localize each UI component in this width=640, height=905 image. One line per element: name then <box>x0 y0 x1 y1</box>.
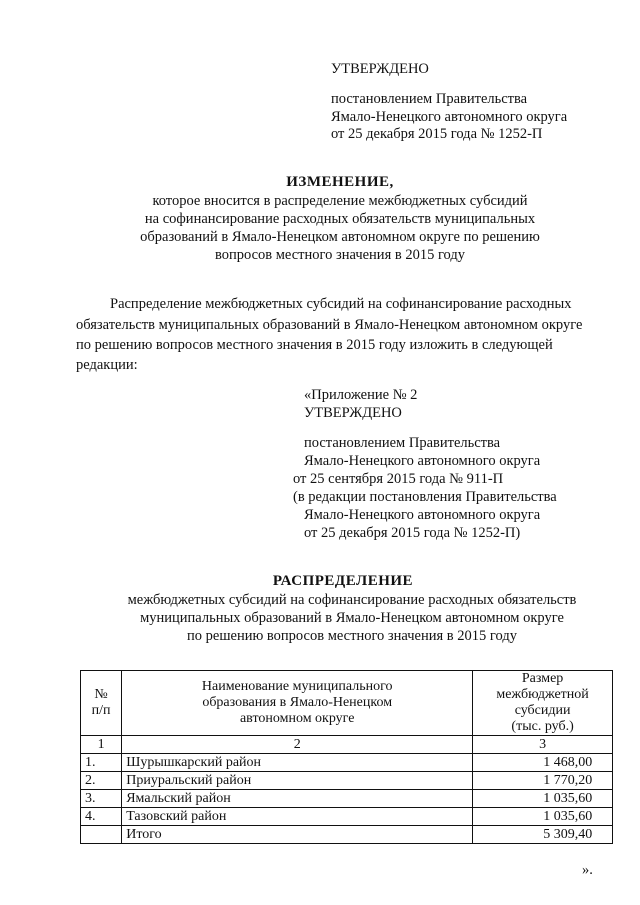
column-number-row <box>81 736 613 754</box>
approval-title: УТВЕРЖДЕНО <box>331 61 429 77</box>
distribution-line: межбюджетных субсидий на софинансирование расходных обязательств <box>127 592 577 608</box>
distribution-line: муниципальных образований в Ямало-Ненецком автономном округе <box>140 610 564 626</box>
body-line: редакции: <box>76 357 138 373</box>
appendix-approval-title: УТВЕРЖДЕНО <box>304 405 402 421</box>
row-amount: 1 035,60 <box>473 808 613 826</box>
total-label: Итого <box>122 826 473 844</box>
distribution-title: РАСПРЕДЕЛЕНИЕ <box>272 573 414 589</box>
table-row <box>81 808 613 826</box>
appendix-approval-line: от 25 сентября 2015 года № 911-П <box>293 471 504 487</box>
row-number: 2. <box>81 772 122 790</box>
header-text: Наименование муниципального <box>201 679 393 694</box>
column-number: 2 <box>122 736 473 754</box>
body-line: обязательств муниципальных образований в Ямало-Ненецком автономном округе <box>76 317 583 333</box>
total-number <box>81 826 122 844</box>
table-row <box>81 754 613 772</box>
change-line: образований в Ямало-Ненецком автономном округе по решению <box>140 229 540 245</box>
total-amount: 5 309,40 <box>473 826 613 844</box>
change-title: ИЗМЕНЕНИЕ, <box>286 174 394 190</box>
distribution-line: по решению вопросов местного значения в 2015 году <box>187 628 517 644</box>
appendix-approval-line: Ямало-Ненецкого автономного округа <box>304 507 541 523</box>
table-row <box>81 772 613 790</box>
row-amount: 1 770,20 <box>473 772 613 790</box>
header-text: автономном округе <box>239 711 355 726</box>
table-row <box>81 790 613 808</box>
body-line: Распределение межбюджетных субсидий на софинансирование расходных <box>110 296 572 312</box>
header-text: (тыс. руб.) <box>511 719 574 734</box>
row-municipality: Ямальский район <box>122 790 473 808</box>
header-text: Размер <box>521 671 564 686</box>
appendix-line: «Приложение № 2 <box>304 387 418 403</box>
appendix-approval-line: (в редакции постановления Правительства <box>293 489 557 505</box>
body-line: по решению вопросов местного значения в 2015 году изложить в следующей <box>76 337 553 353</box>
total-row <box>81 826 613 844</box>
appendix-approval-line: от 25 декабря 2015 года № 1252-П) <box>304 525 521 541</box>
row-number: 4. <box>81 808 122 826</box>
header-number <box>81 671 122 736</box>
column-number: 3 <box>473 736 613 754</box>
row-municipality: Приуральский район <box>122 772 473 790</box>
closing-mark: ». <box>582 862 593 878</box>
appendix-approval-line: постановлением Правительства <box>304 435 501 451</box>
row-municipality: Шурышкарский район <box>122 754 473 772</box>
distribution-table <box>80 670 613 844</box>
appendix-approval-line: Ямало-Ненецкого автономного округа <box>304 453 541 469</box>
header-subsidy <box>473 671 613 736</box>
approval-line: Ямало-Ненецкого автономного округа <box>331 109 568 125</box>
header-municipality <box>122 671 473 736</box>
change-line: которое вносится в распределение межбюджетных субсидий <box>152 193 528 209</box>
header-text: межбюджетной субсидии <box>496 687 589 718</box>
table-header-row <box>81 671 613 736</box>
row-municipality: Тазовский район <box>122 808 473 826</box>
row-number: 3. <box>81 790 122 808</box>
row-number: 1. <box>81 754 122 772</box>
column-number: 1 <box>81 736 122 754</box>
change-line: на софинансирование расходных обязательств муниципальных <box>144 211 536 227</box>
header-text: п/п <box>91 703 111 718</box>
row-amount: 1 035,60 <box>473 790 613 808</box>
header-text: № <box>94 687 108 702</box>
header-text: образования в Ямало-Ненецком <box>202 695 393 710</box>
approval-line: от 25 декабря 2015 года № 1252-П <box>331 126 543 142</box>
approval-line: постановлением Правительства <box>331 91 528 107</box>
change-line: вопросов местного значения в 2015 году <box>214 247 466 263</box>
row-amount: 1 468,00 <box>473 754 613 772</box>
